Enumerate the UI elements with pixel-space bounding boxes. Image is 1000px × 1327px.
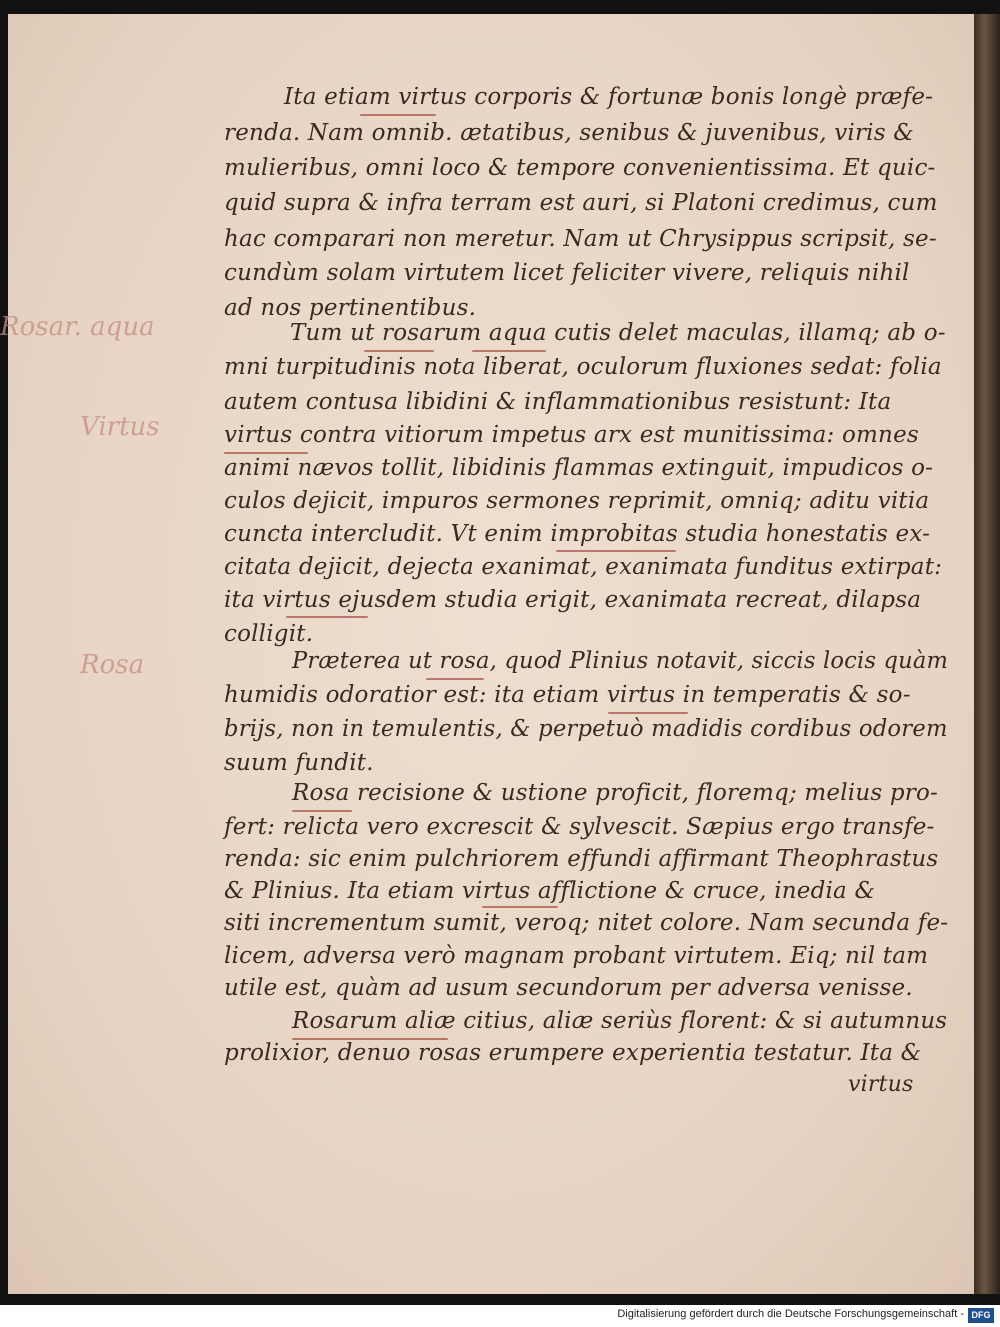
text-line: virtus contra vitiorum impetus arx est munitissima: omnes — [224, 422, 919, 448]
text-line: utile est, quàm ad usum secundorum per adversa venisse. — [224, 975, 913, 1001]
red-underline — [286, 616, 368, 618]
text-line: Ita etiam virtus corporis & fortunæ bonis longè præfe- — [284, 84, 934, 110]
text-line: prolixior, denuo rosas erumpere experientia testatur. Ita & — [224, 1040, 922, 1066]
red-underline — [556, 550, 676, 552]
text-line: licem, adversa verò magnam probant virtutem. Eiq; nil tam — [224, 943, 929, 969]
footer-credit: Digitalisierung gefördert durch die Deutsche Forschungsgemeinschaft - — [617, 1308, 964, 1320]
book-page — [0, 14, 974, 1294]
text-line: Rosarum aliæ citius, aliæ seriùs florent: & si autumnus — [292, 1008, 948, 1034]
red-underline — [292, 810, 352, 812]
text-line: humidis odoratior est: ita etiam virtus in temperatis & so- — [224, 682, 911, 708]
red-underline — [426, 678, 484, 680]
red-underline — [364, 350, 434, 352]
text-line: suum fundit. — [224, 750, 374, 776]
red-underline — [482, 906, 558, 908]
red-underline — [224, 452, 308, 454]
text-line: brijs, non in temulentis, & perpetuò madidis cordibus odorem — [224, 716, 948, 742]
text-line: & Plinius. Ita etiam virtus afflictione & cruce, inedia & — [224, 878, 876, 904]
text-line: citata dejicit, dejecta exanimat, exanimata funditus extirpat: — [224, 554, 943, 580]
text-line: mni turpitudinis nota liberat, oculorum fluxiones sedat: folia — [224, 354, 942, 380]
margin-note: Rosar. aqua — [0, 312, 155, 342]
text-line: quid supra & infra terram est auri, si Platoni credimus, cum — [224, 190, 938, 216]
red-underline — [472, 350, 546, 352]
text-line: Tum ut rosarum aqua cutis delet maculas, illamq; ab o- — [290, 320, 946, 346]
text-line: renda: sic enim pulchriorem effundi affirmant Theophrastus — [224, 846, 939, 872]
text-line: Præterea ut rosa, quod Plinius notavit, siccis locis quàm — [292, 648, 949, 674]
book-binding-edge — [974, 14, 1000, 1294]
footer-bar — [0, 1305, 1000, 1327]
text-line: siti incrementum sumit, veroq; nitet colore. Nam secunda fe- — [224, 910, 949, 936]
text-line: Rosa recisione & ustione proficit, floremq; melius pro- — [292, 780, 939, 806]
red-underline — [292, 1038, 448, 1040]
text-line: ad nos pertinentibus. — [224, 295, 477, 321]
margin-note: Virtus — [80, 412, 160, 442]
text-line: culos dejicit, impuros sermones reprimit, omniq; aditu vitia — [224, 488, 930, 514]
dfg-logo: DFG — [968, 1308, 994, 1323]
red-underline — [360, 114, 436, 116]
text-line: hac comparari non meretur. Nam ut Chrysippus scripsit, se- — [224, 226, 937, 252]
text-line: colligit. — [224, 621, 314, 647]
margin-note: Rosa — [80, 650, 145, 680]
text-line: fert: relicta vero excrescit & sylvescit. Sæpius ergo transfe- — [224, 814, 935, 840]
catchword: virtus — [848, 1072, 914, 1097]
red-underline — [608, 712, 688, 714]
text-line: autem contusa libidini & inflammationibus resistunt: Ita — [224, 389, 892, 415]
text-line: ita virtus ejusdem studia erigit, exanimata recreat, dilapsa — [224, 587, 922, 613]
text-line: mulieribus, omni loco & tempore convenientissima. Et quic- — [224, 155, 936, 181]
text-line: cundùm solam virtutem licet feliciter vivere, reliquis nihil — [224, 260, 910, 286]
text-line: animi nævos tollit, libidinis flammas extinguit, impudicos o- — [224, 455, 934, 481]
text-line: renda. Nam omnib. ætatibus, senibus & juvenibus, viris & — [224, 120, 914, 146]
text-line: cuncta intercludit. Vt enim improbitas studia honestatis ex- — [224, 521, 931, 547]
